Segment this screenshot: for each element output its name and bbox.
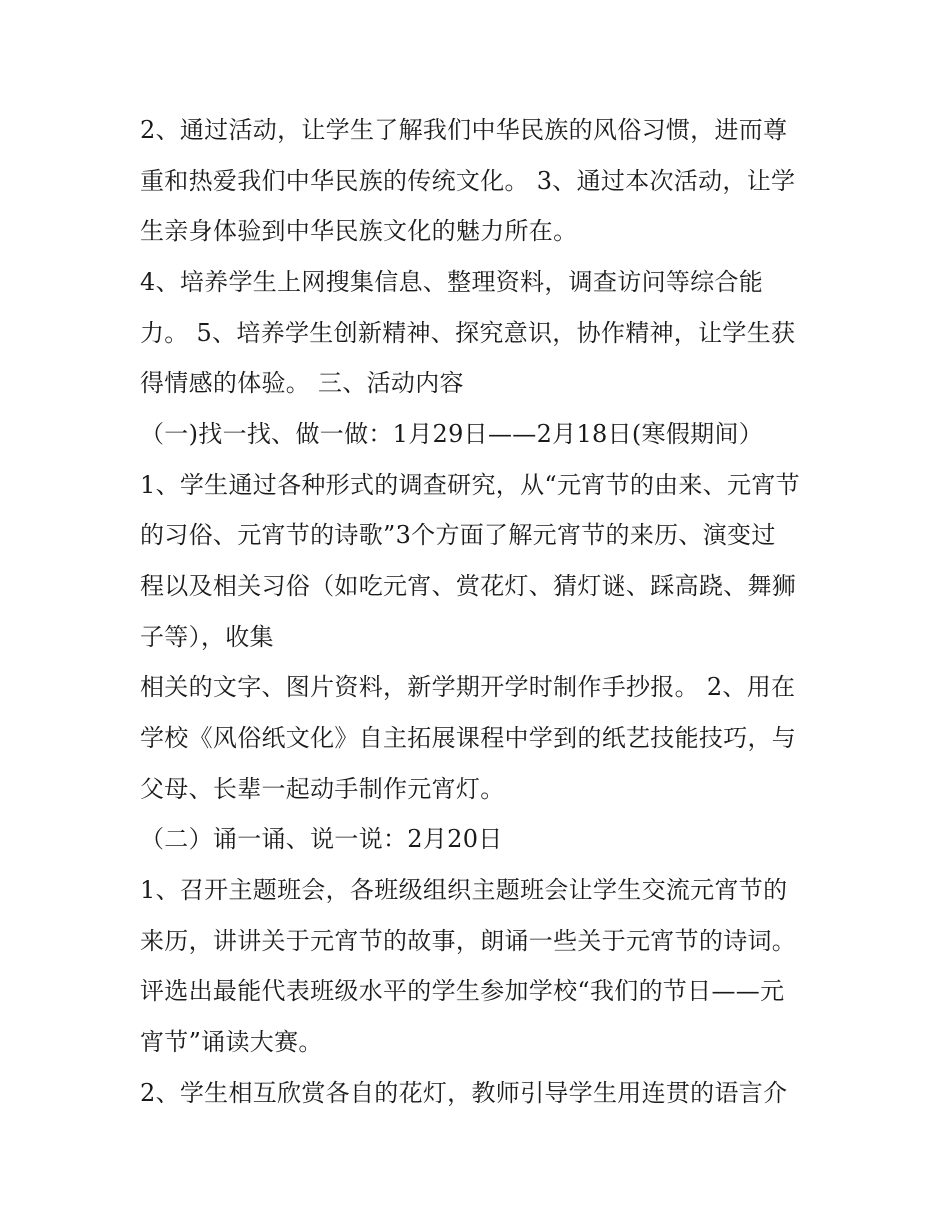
text-line: 生亲身体验到中华民族文化的魅力所在。 bbox=[140, 217, 578, 245]
text-line: 4、培养学生上网搜集信息、整理资料，调查访问等综合能 bbox=[140, 268, 764, 296]
text-line: 来历，讲讲关于元宵节的故事，朗诵一些关于元宵节的诗词。 bbox=[140, 927, 797, 955]
section-heading: 得情感的体验。 三、活动内容 bbox=[140, 369, 464, 397]
text-line: 父母、长辈一起动手制作元宵灯。 bbox=[140, 775, 505, 803]
text-line: 学校《风俗纸文化》自主拓展课程中学到的纸艺技能技巧，与 bbox=[140, 724, 797, 752]
text-line: 2、学生相互欣赏各自的花灯，教师引导学生用连贯的语言介 bbox=[140, 1079, 788, 1107]
text-line: 1、学生通过各种形式的调查研究，从“元宵节的由来、元宵节 bbox=[140, 471, 800, 499]
text-line: 重和热爱我们中华民族的传统文化。 3、通过本次活动，让学 bbox=[140, 167, 796, 195]
subsection-heading: （二）诵一诵、说一说：2月20日 bbox=[140, 825, 503, 853]
text-line: 2、通过活动，让学生了解我们中华民族的风俗习惯，进而尊 bbox=[140, 116, 788, 144]
text-line: 的习俗、元宵节的诗歌”3个方面了解元宵节的来历、演变过 bbox=[140, 521, 776, 549]
text-line: 1、召开主题班会，各班级组织主题班会让学生交流元宵节的 bbox=[140, 876, 788, 904]
subsection-heading: （一)找一找、做一做：1月29日——2月18日(寒假期间） bbox=[140, 420, 764, 448]
text-line: 宵节”诵读大赛。 bbox=[140, 1028, 323, 1056]
text-line: 力。 5、培养学生创新精神、探究意识，协作精神，让学生获 bbox=[140, 319, 796, 347]
text-line: 子等），收集 bbox=[140, 623, 274, 651]
text-line: 相关的文字、图片资料，新学期开学时制作手抄报。 2、用在 bbox=[140, 673, 796, 701]
text-line: 程以及相关习俗（如吃元宵、赏花灯、猜灯谜、踩高跷、舞狮 bbox=[140, 572, 797, 600]
text-line: 评选出最能代表班级水平的学生参加学校“我们的节日——元 bbox=[140, 977, 785, 1005]
